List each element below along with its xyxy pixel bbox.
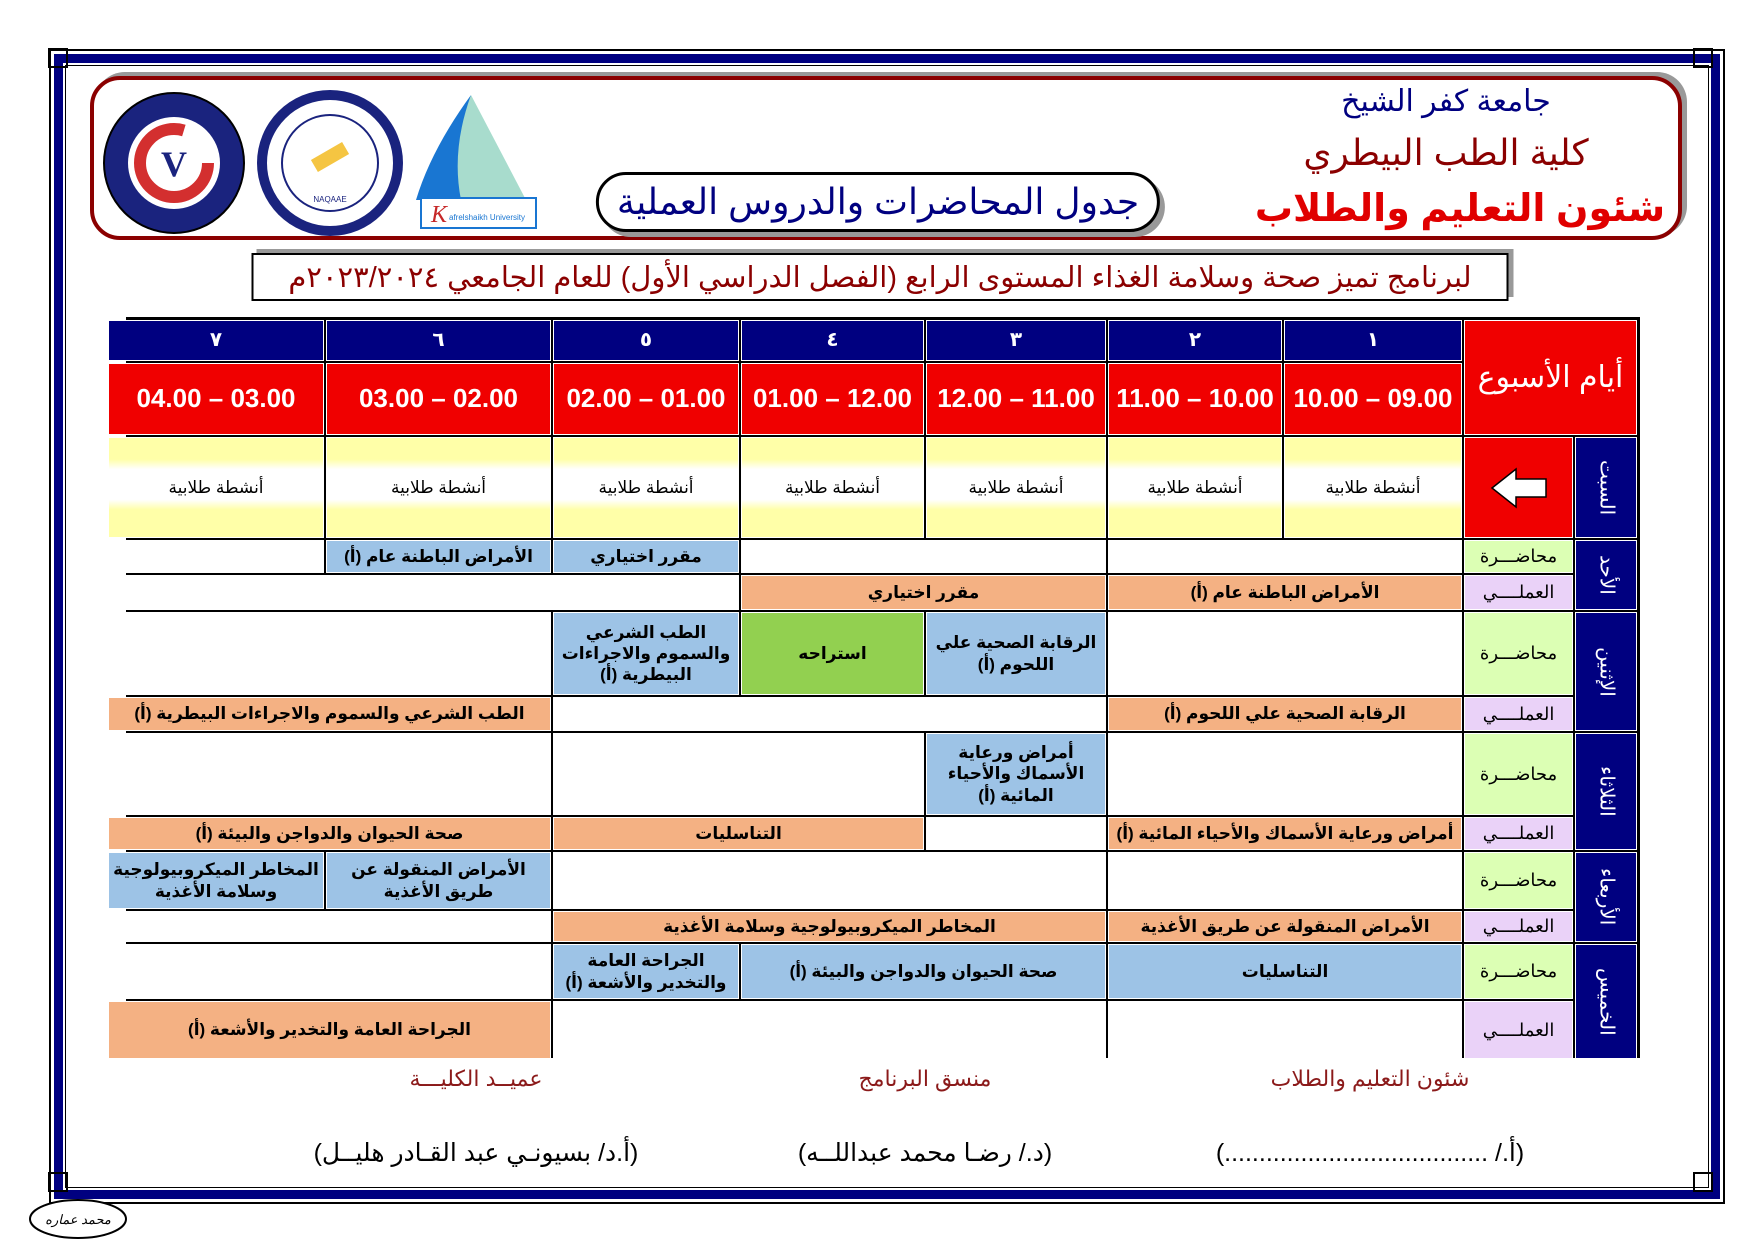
department-name: شئون التعليم والطلاب (1254, 188, 1666, 230)
empty-slot (108, 612, 551, 695)
signature-title: منسق البرنامج (858, 1066, 992, 1091)
svg-text:K: K (431, 202, 448, 228)
activity-cell: أنشطة طلابية (1284, 437, 1462, 538)
border-corner (48, 48, 68, 68)
faculty-name: كلية الطب البيطري (1303, 132, 1589, 173)
empty-slot (1108, 1001, 1462, 1059)
practical-slot: مقرر اختياري (741, 575, 1106, 610)
slot-time: 10.00 – 09.00 (1284, 363, 1462, 435)
signature-name: (أ./ ......................................) (1215, 1139, 1525, 1167)
slot-time: 01.00 – 12.00 (741, 363, 924, 435)
slot-time: 04.00 – 03.00 (108, 363, 324, 435)
practical-label: العملــــي (1464, 911, 1573, 942)
empty-slot (108, 944, 551, 999)
practical-slot: التناسليات (553, 817, 924, 850)
practical-slot: الطب الشرعي والسموم والاجراءات البيطرية (أ) (108, 697, 551, 731)
slot-number: ٣ (926, 320, 1106, 361)
empty-slot (926, 817, 1106, 850)
signature-name: (أ.د/ بسيونـي عبد القـادر هليــل) (313, 1139, 639, 1167)
empty-slot (553, 1001, 1106, 1059)
days-header: أيام الأسبوع (1464, 320, 1637, 435)
svg-text:V: V (161, 144, 187, 184)
slot-number: ٤ (741, 320, 924, 361)
lecture-slot: الجراحة العامة والتخدير والأشعة (أ) (553, 944, 739, 999)
lecture-label: محاضـــرة (1464, 852, 1573, 909)
slot-time: 11.00 – 10.00 (1108, 363, 1282, 435)
left-arrow-icon (1488, 465, 1550, 511)
border-corner (1693, 1172, 1713, 1192)
border-corner (1693, 48, 1713, 68)
lecture-slot: الطب الشرعي والسموم والاجراءات البيطرية (أ) (553, 612, 739, 695)
practical-slot: أمراض ورعاية الأسماك والأحياء المائية (أ) (1108, 817, 1462, 850)
practical-slot: الرقابة الصحية علي اللحوم (أ) (1108, 697, 1462, 731)
day-label: الأحد (1575, 540, 1637, 610)
empty-slot (1108, 852, 1462, 909)
empty-slot (741, 540, 1106, 573)
practical-label: العملــــي (1464, 1001, 1573, 1059)
designer-stamp (27, 1197, 129, 1241)
arrow-cell (1464, 437, 1573, 538)
slot-number: ٥ (553, 320, 739, 361)
slot-time: 12.00 – 11.00 (926, 363, 1106, 435)
empty-slot (108, 575, 739, 610)
empty-slot (108, 540, 324, 573)
day-label: الثلاثاء (1575, 733, 1637, 850)
lecture-label: محاضـــرة (1464, 944, 1573, 999)
lecture-slot: الرقابة الصحية علي اللحوم (أ) (926, 612, 1106, 695)
university-logo (411, 90, 541, 232)
slot-number: ٦ (326, 320, 551, 361)
day-label: الإثنين (1575, 612, 1637, 731)
border-corner (48, 1172, 68, 1192)
practical-label: العملــــي (1464, 817, 1573, 850)
lecture-slot: الأمراض الباطنة عام (أ) (326, 540, 551, 573)
activity-cell: أنشطة طلابية (741, 437, 924, 538)
slot-time: 02.00 – 01.00 (553, 363, 739, 435)
university-name: جامعة كفر الشيخ (1341, 85, 1551, 118)
food-safety-logo (101, 90, 247, 236)
day-label: الخميس (1575, 944, 1637, 1059)
practical-slot: صحة الحيوان والدواجن والبيئة (أ) (108, 817, 551, 850)
signature-title: عميــد الكليـــة (409, 1066, 543, 1091)
slot-number: ٢ (1108, 320, 1282, 361)
activity-cell: أنشطة طلابية (926, 437, 1106, 538)
activity-cell: أنشطة طلابية (1108, 437, 1282, 538)
activity-cell: أنشطة طلابية (108, 437, 324, 538)
lecture-slot: مقرر اختياري (553, 540, 739, 573)
empty-slot (108, 733, 551, 815)
day-label: الأربعاء (1575, 852, 1637, 942)
svg-text:NAQAAE: NAQAAE (313, 195, 347, 204)
slot-time: 03.00 – 02.00 (326, 363, 551, 435)
empty-slot (553, 852, 1106, 909)
svg-text:afrelshaikh University: afrelshaikh University (449, 213, 526, 222)
signature-name: (د./ رضـا محمد عبداللــه) (797, 1139, 1053, 1167)
practical-slot: الأمراض الباطنة عام (أ) (1108, 575, 1462, 610)
lecture-slot: استراحه (741, 612, 924, 695)
lecture-slot: التناسليات (1108, 944, 1462, 999)
lecture-slot: الأمراض المنقولة عن طريق الأغذية (326, 852, 551, 909)
empty-slot (108, 911, 551, 942)
naqaae-logo (257, 90, 403, 236)
day-label-saturday: السبت (1575, 437, 1637, 538)
practical-label: العملــــي (1464, 697, 1573, 731)
lecture-slot: أمراض ورعاية الأسماك والأحياء المائية (أ) (926, 733, 1106, 815)
empty-slot (1108, 612, 1462, 695)
practical-slot: الجراحة العامة والتخدير والأشعة (أ) (108, 1001, 551, 1059)
lecture-slot: صحة الحيوان والدواجن والبيئة (أ) (741, 944, 1106, 999)
activity-cell: أنشطة طلابية (553, 437, 739, 538)
schedule-table (113, 317, 1640, 1058)
schedule-title: جدول المحاضرات والدروس العملية (596, 172, 1160, 232)
lecture-label: محاضـــرة (1464, 733, 1573, 815)
empty-slot (553, 733, 924, 815)
program-subtitle: لبرنامج تميز صحة وسلامة الغذاء المستوى الرابع (الفصل الدراسي الأول) للعام الجامعي ٢٠٢٣/٢٠٢٤م (252, 253, 1509, 301)
activity-cell: أنشطة طلابية (326, 437, 551, 538)
practical-slot: الأمراض المنقولة عن طريق الأغذية (1108, 911, 1462, 942)
empty-slot (553, 697, 1106, 731)
empty-slot (1108, 733, 1462, 815)
practical-label: العملــــي (1464, 575, 1573, 610)
empty-slot (1108, 540, 1462, 573)
lecture-label: محاضـــرة (1464, 540, 1573, 573)
stamp-text: محمد عماره (45, 1212, 111, 1227)
practical-slot: المخاطر الميكروبيولوجية وسلامة الأغذية (553, 911, 1106, 942)
lecture-label: محاضـــرة (1464, 612, 1573, 695)
signature-title: شئون التعليم والطلاب (1270, 1066, 1470, 1091)
lecture-slot: المخاطر الميكروبيولوجية وسلامة الأغذية (108, 852, 324, 909)
slot-number: ٧ (108, 320, 324, 361)
slot-number: ١ (1284, 320, 1462, 361)
